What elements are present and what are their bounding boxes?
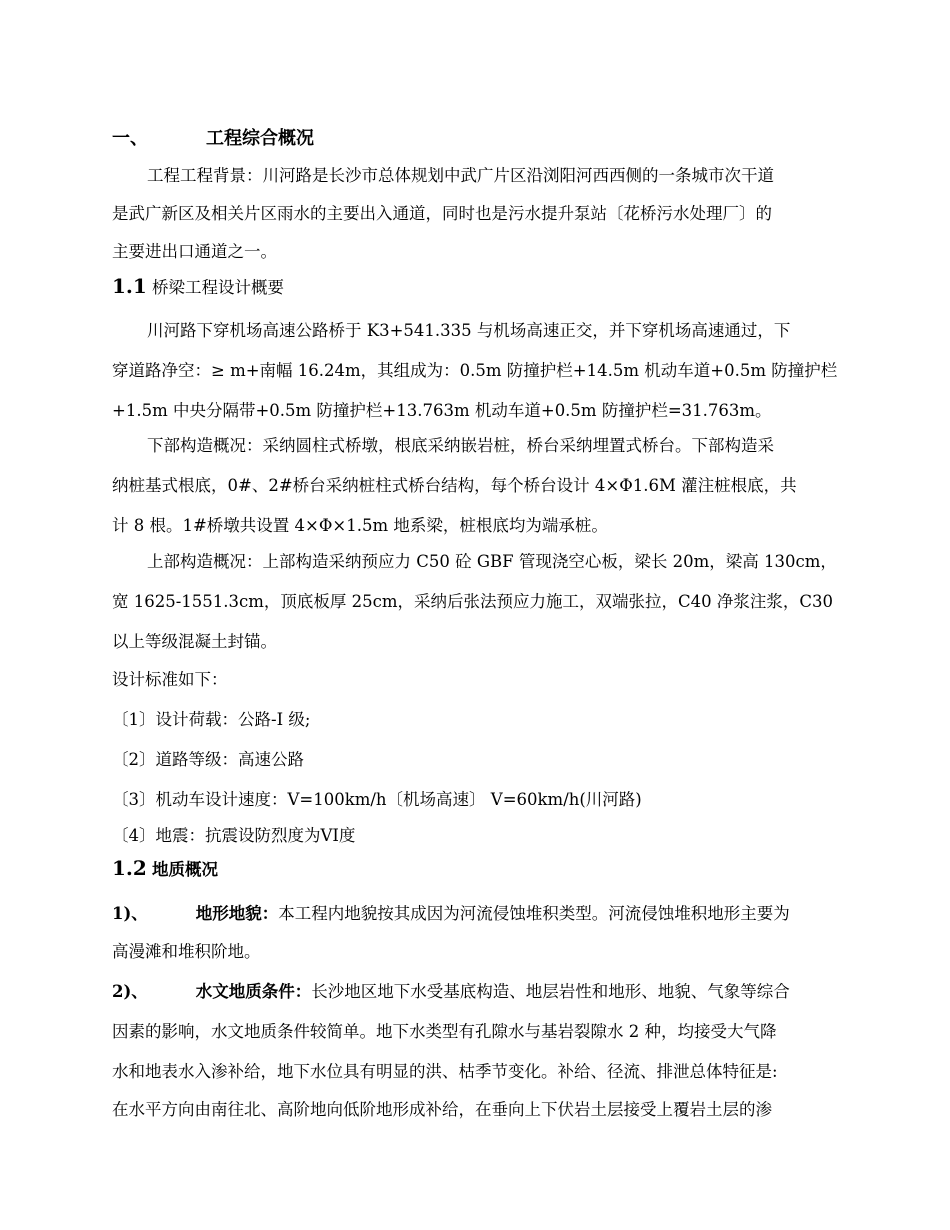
superstructure-line-3: 以上等级混凝土封锚。 (112, 632, 277, 651)
bridge-p1-line-2: 穿道路净空：≥ m+南幅 16.24m，其组成为：0.5m 防撞护栏+14.5m 机动车道+0.5m 防撞护栏 (112, 361, 838, 380)
geology-item-2-line-3: 水和地表水入渗补给，地下水位具有明显的洪、枯季节变化。补给、径流、排泄总体特征是: (112, 1062, 778, 1081)
geology-item-1-line-2: 高漫滩和堆积阶地。 (112, 942, 261, 961)
section12-title: 地质概况 (152, 860, 219, 879)
section1-heading (112, 124, 314, 150)
standard-item-2: 〔2〕道路等级：高速公路 (112, 750, 304, 769)
geology-item-1-text: 本工程内地貌按其成因为河流侵蚀堆积类型。河流侵蚀堆积地形主要为 (278, 904, 790, 923)
superstructure-line-2: 宽 1625-1551.3cm，顶底板厚 25cm，采纳后张法预应力施工，双端张拉，C40 净浆注浆，C30 (112, 592, 834, 611)
geology-item-2-line-1 (112, 978, 790, 1002)
standard-item-1: 〔1〕设计荷载：公路-I 级; (112, 710, 311, 729)
geology-item-1-number: 1)、 (112, 904, 148, 923)
section11-number: 1.1 (112, 274, 147, 298)
substructure-line-3: 计 8 根。1#桥墩共设置 4×Φ×1.5m 地系梁，桩根底均为端承桩。 (112, 516, 608, 535)
section12-number: 1.2 (112, 856, 147, 880)
background-line-1: 工程工程背景：川河路是长沙市总体规划中武广片区沿浏阳河西西侧的一条城市次干道 (147, 166, 774, 185)
standard-item-3: 〔3〕机动车设计速度：V=100km/h〔机场高速〕 V=60km/h(川河路) (112, 790, 642, 809)
geology-item-2-line-2: 因素的影响，水文地质条件较简单。地下水类型有孔隙水与基岩裂隙水 2 种，均接受大气降 (112, 1022, 777, 1041)
geology-item-2-text: 长沙地区地下水受基底构造、地层岩性和地形、地貌、气象等综合 (311, 982, 790, 1001)
geology-item-2-line-4: 在水平方向由南往北、高阶地向低阶地形成补给，在垂向上下伏岩土层接受上覆岩土层的渗 (112, 1100, 772, 1119)
background-line-3: 主要进出口通道之一。 (112, 242, 277, 261)
substructure-line-2: 纳桩基式根底，0#、2#桥台采纳桩柱式桥台结构，每个桥台设计 4×Φ1.6M 灌注桩根底，共 (112, 476, 797, 495)
section1-title: 工程综合概况 (206, 128, 314, 149)
section12-heading (112, 856, 218, 880)
superstructure-line-1: 上部构造概况：上部构造采纳预应力 C50 砼 GBF 管现浇空心板，梁长 20m，梁高 130cm， (147, 552, 837, 571)
standard-item-4: 〔4〕地震：抗震设防烈度为VI度 (112, 826, 356, 845)
geology-item-1-label: 地形地貌： (195, 904, 279, 923)
geology-item-1-line-1 (112, 900, 790, 924)
section11-title: 桥梁工程设计概要 (152, 278, 285, 297)
background-line-2: 是武广新区及相关片区雨水的主要出入通道，同时也是污水提升泵站〔花桥污水处理厂〕的 (112, 204, 772, 223)
substructure-line-1: 下部构造概况：采纳圆柱式桥墩，根底采纳嵌岩桩，桥台采纳埋置式桥台。下部构造采 (147, 436, 774, 455)
geology-item-2-label: 水文地质条件： (195, 982, 312, 1001)
bridge-p1-line-3: +1.5m 中央分隔带+0.5m 防撞护栏+13.763m 机动车道+0.5m 防撞护栏=31.763m。 (112, 401, 772, 420)
standards-intro: 设计标准如下： (112, 670, 228, 689)
bridge-p1-line-1: 川河路下穿机场高速公路桥于 K3+541.335 与机场高速正交，并下穿机场高速通过，下 (147, 321, 791, 340)
section1-marker: 一、 (112, 128, 148, 149)
geology-item-2-number: 2)、 (112, 982, 148, 1001)
section11-heading (112, 274, 284, 298)
